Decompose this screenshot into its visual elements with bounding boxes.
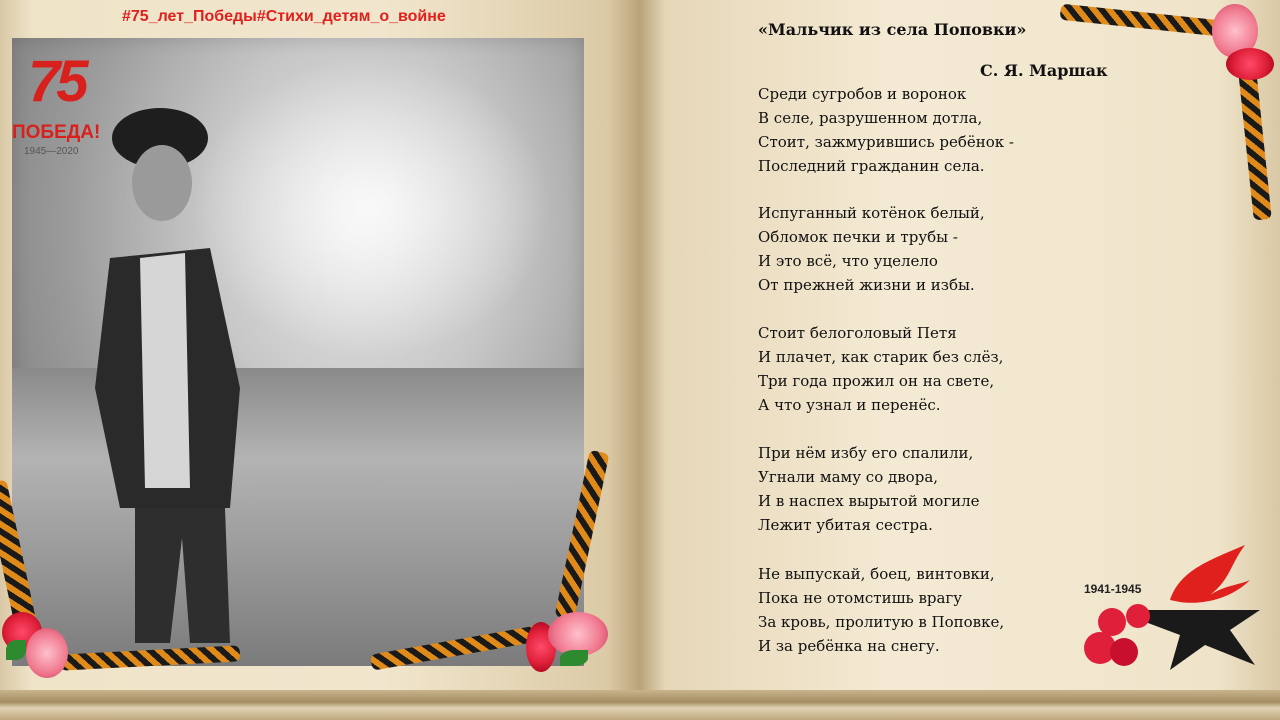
poem-line: И в наспех вырытой могиле (758, 492, 980, 510)
carnation-icon (1226, 48, 1274, 80)
poem-line: В селе, разрушенном дотла, (758, 109, 983, 127)
poem-line: Стоит белоголовый Петя (758, 324, 957, 342)
poem-stanza (758, 441, 979, 537)
poem-line: Стоит, зажмурившись ребёнок - (758, 133, 1015, 151)
logo-years: 1945—2020 (24, 146, 79, 157)
poem-line: Угнали маму со двора, (758, 468, 939, 486)
poem-line: Последний гражданин села. (758, 157, 985, 175)
poem-line: Три года прожил он на свете, (758, 372, 995, 390)
poem-stanza (758, 562, 1004, 658)
eternal-flame-icon (1080, 540, 1270, 680)
boy-figure (90, 88, 250, 648)
poem-stanza (758, 201, 985, 297)
poem-line: И это всё, что уцелело (758, 252, 938, 270)
poem-line: И за ребёнка на снегу. (758, 637, 940, 655)
poem-line: А что узнал и перенёс. (758, 396, 941, 414)
poem-title: «Мальчик из села Поповки» (758, 20, 1027, 39)
poem-line: Не выпускай, боец, винтовки, (758, 565, 995, 583)
poem-line: Пока не отомстишь врагу (758, 589, 963, 607)
poem-line: При нём избу его спалили, (758, 444, 974, 462)
victory-75-logo (10, 48, 120, 160)
poem-line: Лежит убитая сестра. (758, 516, 933, 534)
poem-line: И плачет, как старик без слёз, (758, 348, 1004, 366)
poem-line: Среди сугробов и воронок (758, 85, 967, 103)
hashtag-banner: #75_лет_Победы#Стихи_детям_о_войне (122, 8, 446, 25)
logo-number: 75 (28, 49, 85, 114)
logo-word: ПОБЕДА! (12, 122, 101, 143)
poem-stanza (758, 82, 1014, 178)
book-edge (0, 690, 1280, 720)
poem-line: Обломок печки и трубы - (758, 228, 958, 246)
eternal-flame-emblem (1080, 540, 1270, 680)
memorial-years: 1941-1945 (1084, 582, 1142, 596)
poem-line: Испуганный котёнок белый, (758, 204, 985, 222)
leaf-icon (560, 650, 588, 666)
poem-stanza (758, 321, 1003, 417)
poem-author: С. Я. Маршак (980, 61, 1108, 80)
carnation-icon (26, 628, 68, 678)
poem-line: От прежней жизни и избы. (758, 276, 975, 294)
leaf-icon (6, 640, 26, 660)
poem-line: За кровь, пролитую в Поповке, (758, 613, 1005, 631)
